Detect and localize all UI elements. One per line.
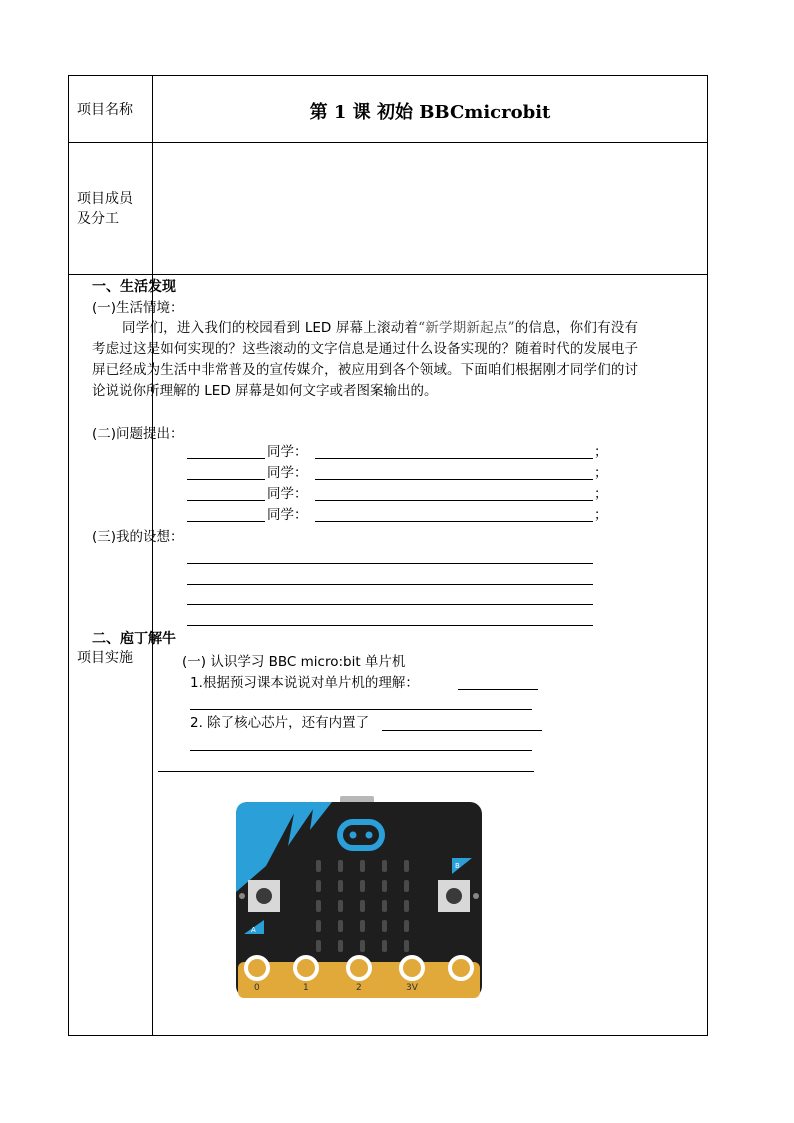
answer-blank[interactable] [315,479,593,480]
section2-heading: 二、庖丁解牛 [92,631,176,647]
button-a-label: A [251,926,256,934]
page-title: 第 1 课 初始 BBCmicrobit [309,102,551,123]
idea-line[interactable] [187,584,593,585]
answer-blank[interactable] [315,458,593,459]
idea-line[interactable] [187,604,593,605]
edge-connector [238,957,480,998]
scenario-text-a: 同学们，进入我们的校园看到 LED 屏幕上滚动着 [122,320,419,336]
section2-sub1: (一) 认识学习 BBC micro:bit 单片机 [182,654,406,670]
pin-label-3v: 3V [406,983,418,993]
answer-blank[interactable] [315,521,593,522]
semicolon: ； [594,444,608,460]
semicolon: ； [594,486,608,502]
name-blank[interactable] [187,479,265,480]
answer-line[interactable] [158,771,534,772]
pin-label-0: 0 [254,983,260,993]
table-row-divider [69,274,707,275]
semicolon: ； [594,507,608,523]
section1-sub2: (二)问题提出： [92,426,184,442]
answer-line[interactable] [190,750,532,751]
semicolon: ； [594,465,608,481]
pin-label-1: 1 [303,983,309,993]
question-1: 1.根据预习课本说说对单片机的理解： [190,675,419,691]
project-implementation-label: 项目实施 [77,650,133,666]
section1-heading: 一、生活发现 [92,279,176,295]
answer-blank[interactable] [382,730,542,731]
answer-blank[interactable] [458,689,538,690]
scenario-paragraph [92,318,638,402]
section1-sub1: (一)生活情境： [92,300,184,316]
section1-sub3: (三)我的设想： [92,529,184,545]
project-members-label-line1: 项目成员 [77,191,133,207]
idea-line[interactable] [187,625,593,626]
classmate-label: 同学： [267,486,308,502]
scenario-highlight: “新学期新起点” [418,320,515,336]
answer-blank[interactable] [315,500,593,501]
classmate-label: 同学： [267,465,308,481]
project-name-label: 项目名称 [77,102,133,118]
scenario-text-b: 的信息，你们有没有考虑过这是如何实现的？这些滚动的文字信息是通过什么设备实现的？随着时代的发展电子屏已经成为生活中非常普及的宣传媒介，被应用到各个领域。下面咱们根据刚才同学们的讨论说说你所理解的 LED 屏幕是如何文字或者图案输出的。 [92,320,639,399]
table-row-divider [69,142,707,143]
name-blank[interactable] [187,521,265,522]
project-members-label-line2: 及分工 [77,211,119,227]
classmate-label: 同学： [267,444,308,460]
name-blank[interactable] [187,458,265,459]
microbit-board-image [236,796,482,1000]
idea-line[interactable] [187,563,593,564]
button-b-label: B [455,862,460,870]
name-blank[interactable] [187,500,265,501]
pin-label-2: 2 [356,983,362,993]
table-column-divider [152,76,153,1035]
classmate-label: 同学： [267,507,308,523]
answer-line[interactable] [190,709,532,710]
question-2: 2. 除了核心芯片，还有内置了 [190,715,370,731]
